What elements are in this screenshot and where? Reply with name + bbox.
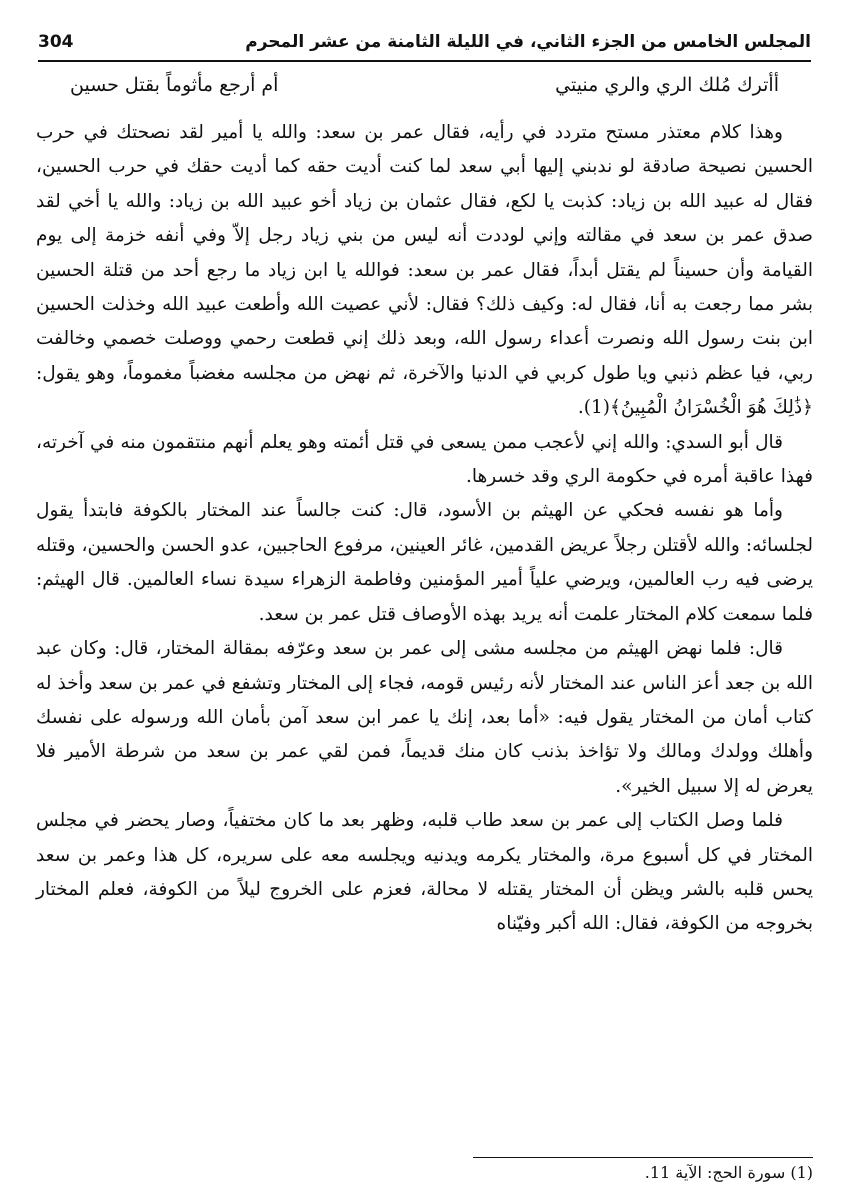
- page-header: [38, 26, 811, 58]
- main-text: [36, 116, 813, 942]
- footnote: (1) سورة الحج: الآية 11.: [644, 1163, 813, 1182]
- poem-first-hemistich: أأترك مُلك الري والري منيتي: [555, 74, 779, 96]
- paragraph: وأما هو نفسه فحكي عن الهيثم بن الأسود، قال: كنت جالساً عند المختار بالكوفة فابتدأ يقول لجلسائه: والله لأقتلن رجلاً عريض القدمين، غائر العينين، مرفوع الحاجبين، عدو الحسن والحسين، وقتله يرضى فيه رب العالمين، ويرضي علياً أمير المؤمنين وفاطمة الزهراء سيدة نساء العالمين. قال الهيثم: فلما سمعت كلام المختار علمت أنه يريد بهذه الأوصاف قتل عمر بن سعد.: [36, 500, 813, 625]
- page-number: 304: [38, 32, 74, 52]
- paragraph: وهذا كلام معتذر مستح متردد في رأيه، فقال عمر بن سعد: والله يا أمير لقد نصحتك في حرب الحسين نصيحة صادقة لو ندبني إليها أبي سعد لما كنت أديت حقه كما أديت حقك في حرب الحسين، فقال له عبيد الله بن زياد: كذبت يا لكع، فقال عثمان بن زياد أخو عبيد الله بن زياد: والله يا أخي لقد صدق عمر بن سعد في مقالته وإني لوددت أنه ليس من بني زياد رجل إلاّ وفي أنفه خزمة إلى يوم القيامة وأن حسيناً لم يقتل أبداً، فقال عمر بن سعد: فوالله يا ابن زياد ما رجع أحد من قتلة الحسين بشر مما رجعت به أنا، فقال له: وكيف ذلك؟ فقال: لأني عصيت الله وأطعت عبيد الله وخذلت الحسين ابن بنت رسول الله ونصرت أعداء رسول الله، وبعد ذلك إني قطعت رحمي ووصلت خصمي وخالفت ربي، فيا عظم ذنبي ويا طول كربي في الدنيا والآخرة، ثم نهض من مجلسه مغضباً مغموماً، وهو يقول: ﴿ذَٰلِكَ هُوَ الْخُسْرَانُ الْمُبِينُ﴾(1).: [36, 122, 813, 419]
- poem-second-hemistich: أم أرجع مأثوماً بقتل حسين: [70, 74, 279, 96]
- header-divider: [38, 60, 811, 62]
- footnote-divider: [473, 1157, 813, 1158]
- paragraph: قال: فلما نهض الهيثم من مجلسه مشى إلى عمر بن سعد وعرّفه بمقالة المختار، قال: وكان عبد الله بن جعد أعز الناس عند المختار لأنه رئيس قومه، فجاء إلى المختار وتشفع في عمر بن سعد وأخذ له كتاب أمان من المختار يقول فيه: «أما بعد، إنك يا عمر ابن سعد آمن بأمان الله ورسوله على نفسك وأهلك وولدك ومالك ولا تؤاخذ بذنب كان منك قديماً، فمن لقي عمر بن سعد من شرطة الأمير فلا يعرض له إلا سبيل الخير».: [36, 638, 813, 797]
- paragraph: فلما وصل الكتاب إلى عمر بن سعد طاب قلبه، وظهر بعد ما كان مختفياً، وصار يحضر في مجلس المختار في كل أسبوع مرة، والمختار يكرمه ويدنيه ويجلسه معه على سريره، كل هذا وعمر بن سعد يحس قلبه بالشر ويظن أن المختار يقتله لا محالة، فعزم على الخروج ليلاً من الكوفة، فعلم المختار بخروجه من الكوفة، فقال: الله أكبر وفيّناه: [36, 810, 813, 935]
- poem-verse: [70, 74, 779, 114]
- paragraph: قال أبو السدي: والله إني لأعجب ممن يسعى في قتل أئمته وهو يعلم أنهم منتقمون منه في آخرته، فهذا عاقبة أمره في حكومة الري وقد خسرها.: [36, 431, 813, 488]
- running-title: المجلس الخامس من الجزء الثاني، في الليلة الثامنة من عشر المحرم: [245, 32, 811, 52]
